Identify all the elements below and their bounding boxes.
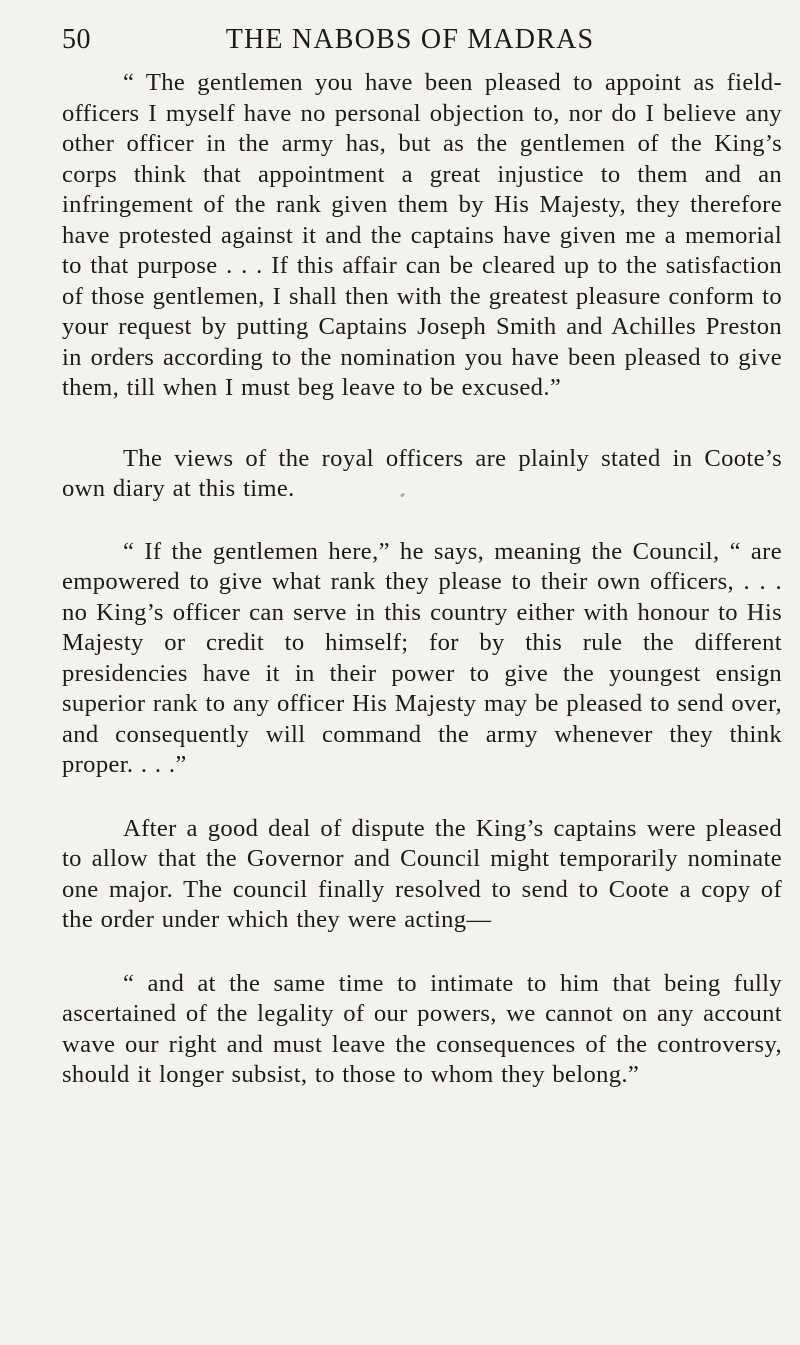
paragraph-quote-coote-letter: “ The gentlemen you have been pleased to appoint as field-officers I myself have no personal objection to, nor do I believe any other officer in the army has, but as the gentlemen of the King’s corps think that appointment a great injustice to them and an infringement of the rank given them by His Majesty, they therefore have protested against it and the captains have given me a memorial to that purpose . . . If this affair can be cleared up to the satisfaction of those gentlemen, I shall then with the greatest pleasure conform to your request by putting Captains Joseph Smith and Achilles Preston in orders according to the nomination you have been pleased to give them, till when I must beg leave to be excused.”	[62, 69, 782, 401]
body-text	[62, 68, 782, 1091]
page-number: 50	[62, 24, 91, 55]
running-title: THE NABOBS OF MADRAS	[225, 24, 595, 55]
paragraph-dispute-resolution: After a good deal of dispute the King’s captains were pleased to allow that the Governor and Council might temporarily nominate one major. The council finally resolved to send to Coote a copy of the order under which they were acting—	[62, 814, 782, 933]
paragraph-quote-council-reply: “ and at the same time to intimate to him that being fully ascertained of the legality of our powers, we cannot on any account wave our right and must leave the consequences of the controversy, should it longer subsist, to those to whom they belong.”	[62, 969, 782, 1088]
paragraph-quote-coote-diary: “ If the gentlemen here,” he says, meaning the Council, “ are empowered to give what rank they please to their own officers, . . . no King’s officer can serve in this country either with honour to His Majesty or credit to himself; for by this rule the different presidencies have it in their power to give the youngest ensign superior rank to any officer His Majesty may be pleased to send over, and consequently will command the army whenever they think proper. . . .”	[62, 537, 782, 778]
page-header	[0, 24, 800, 64]
paragraph-royal-officers-views: The views of the royal officers are plainly stated in Coote’s own diary at this time.	[62, 444, 782, 502]
